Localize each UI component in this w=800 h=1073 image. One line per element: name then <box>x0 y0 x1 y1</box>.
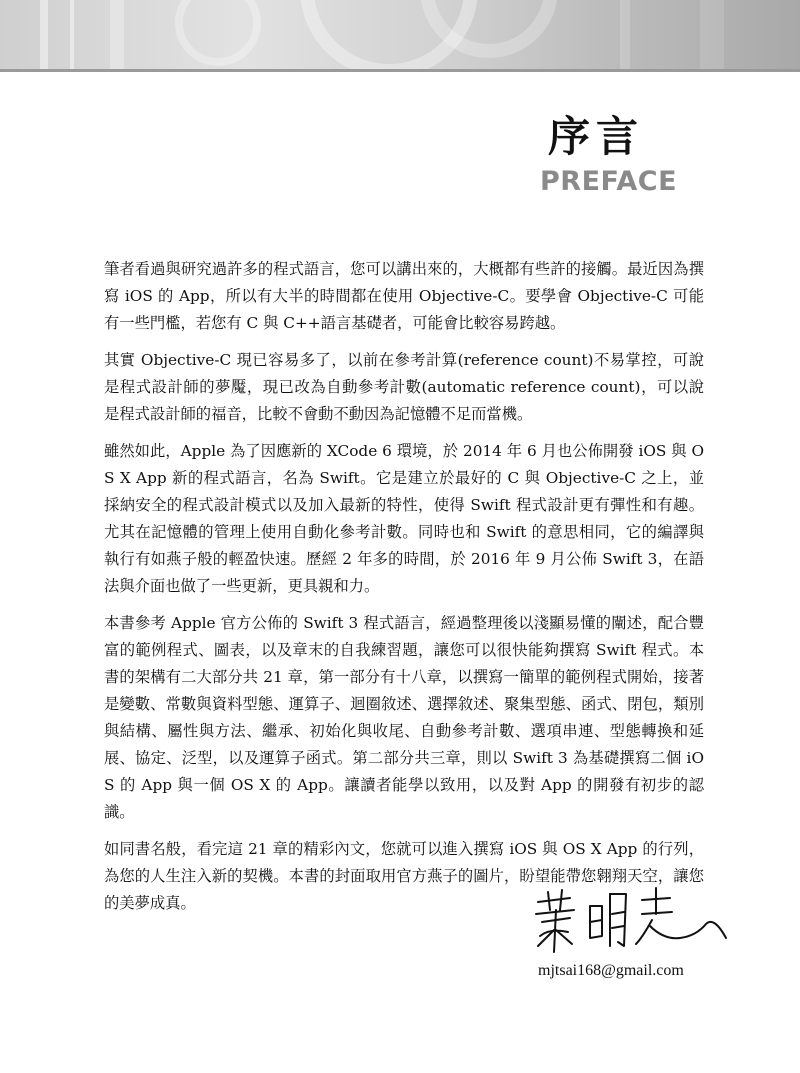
author-email: mjtsai168@gmail.com <box>538 962 684 979</box>
paragraph-1: 筆者看過與研究過許多的程式語言，您可以講出來的，大概都有些許的接觸。最近因為撰寫 iOS 的 App，所以有大半的時間都在使用 Objective-C。要學會 Objective-C 可能有一些門檻，若您有 C 與 C++語言基礎者，可能會比較容易跨越。 <box>104 260 704 332</box>
band-stripe <box>110 0 124 72</box>
preface-body <box>104 256 704 927</box>
band-stripe <box>40 0 48 72</box>
band-stripe <box>700 0 724 72</box>
handwritten-signature <box>530 880 730 960</box>
paragraph-4: 本書參考 Apple 官方公佈的 Swift 3 程式語言，經過整理後以淺顯易懂的闡述，配合豐富的範例程式、圖表，以及章末的自我練習題，讓您可以很快能夠撰寫 Swift 程式。本書的架構有二大部分共 21 章，第一部分有十八章，以撰寫一簡單的範例程式開始，接著是變數、常數與資料型態、運算子、迴圈敘述、選擇敘述、聚集型態、函式、閉包，類別與結構、屬性與方法、繼承、初始化與收尾、自動參考計數、選項串連、型態轉換和延展、協定、泛型，以及運算子函式。第二部分共三章，則以 Swift 3 為基礎撰寫二個 iOS 的 App 與一個 OS X 的 App。讓讀者能學以致用，以及對 App 的開發有初步的認識。 <box>104 614 704 821</box>
paragraph-2: 其實 Objective-C 現已容易多了，以前在參考計算(reference count)不易掌控，可說是程式設計師的夢魘，現已改為自動參考計數(automatic reference count)，可以說是程式設計師的福音，比較不會動不動因為記憶體不足而當機。 <box>104 351 704 423</box>
band-bottom-rule <box>0 69 800 72</box>
page-subtitle: PREFACE <box>540 166 678 197</box>
paragraph-3: 雖然如此，Apple 為了因應新的 XCode 6 環境，於 2014 年 6 月也公佈開發 iOS 與 OS X App 新的程式語言，名為 Swift。它是建立於最好的 C 與 Objective-C 之上，並採納安全的程式設計模式以及加入最新的特性，使得 Swift 程式設計更有彈性和有趣。尤其在記憶體的管理上使用自動化參考計數。同時也和 Swift 的意思相同，它的編譯與執行有如燕子般的輕盈快速。歷經 2 年多的時間，於 2016 年 9 月公佈 Swift 3，在語法與介面也做了一些更新，更具親和力。 <box>104 442 704 595</box>
band-stripe <box>70 0 74 72</box>
band-stripe <box>620 0 630 72</box>
header-decorative-band <box>0 0 800 72</box>
paragraph-5: 如同書名般，看完這 21 章的精彩內文，您就可以進入撰寫 iOS 與 OS X App 的行列，為您的人生注入新的契機。本書的封面取用官方燕子的圖片，盼望能帶您翱翔天空，讓您的美夢成真。 <box>104 840 704 912</box>
band-circle-decoration <box>175 0 261 66</box>
page-title: 序言 <box>548 112 645 161</box>
